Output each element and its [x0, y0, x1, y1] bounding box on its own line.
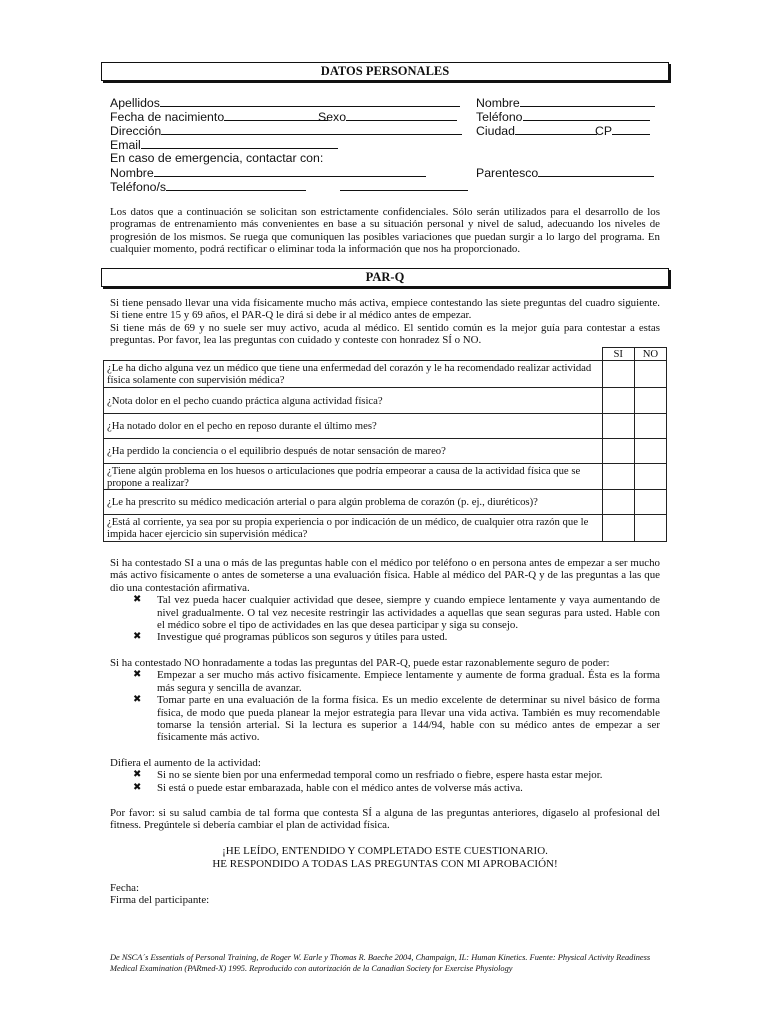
question-3: ¿Ha notado dolor en el pecho en reposo durante el último mes?	[104, 414, 603, 439]
apellidos-label: Apellidos	[110, 96, 160, 110]
telefono-label: Teléfono	[476, 110, 523, 124]
delay-bullet-1	[110, 769, 660, 781]
table-row	[104, 361, 667, 388]
answer-no-2[interactable]	[634, 388, 666, 414]
telefonos-field[interactable]	[110, 179, 306, 194]
answer-si-1[interactable]	[602, 361, 634, 388]
yes-bullet-2-text: Investigue qué programas públicos son seguros y útiles para usted.	[157, 631, 448, 644]
header-spacer	[104, 348, 603, 361]
yes-intro: Si ha contestado SI a una o más de las preguntas hable con el médico por teléfono o en persona antes de empezar a ser mucho más activo físicamente o antes de someterse a una evaluación física. Hable al médico del PAR-Q y de las preguntas a las que dio una contestación afirmativa.	[110, 557, 660, 594]
x-bullet-icon: ✖	[133, 669, 142, 681]
no-intro: Si ha contestado NO honradamente a todas las preguntas del PAR-Q, puede estar razonablemente seguro de poder:	[110, 657, 610, 669]
parentesco-label: Parentesco	[476, 166, 539, 180]
telefonos-field-2[interactable]	[340, 179, 468, 194]
table-row	[104, 414, 667, 439]
answer-no-4[interactable]	[634, 439, 666, 464]
x-bullet-icon: ✖	[133, 631, 142, 643]
emergency-nombre-line[interactable]	[154, 165, 426, 177]
ciudad-label: Ciudad	[476, 124, 515, 138]
ciudad-line[interactable]	[515, 123, 597, 135]
answer-si-3[interactable]	[602, 414, 634, 439]
question-2: ¿Nota dolor en el pecho cuando práctica alguna actividad física?	[104, 388, 603, 414]
no-bullet-1	[110, 669, 660, 694]
table-row	[104, 464, 667, 490]
delay-section	[110, 757, 660, 794]
telefonos-line-2[interactable]	[340, 179, 468, 191]
fecha-nacimiento-line[interactable]	[224, 109, 328, 121]
telefonos-label: Teléfono/s	[110, 180, 167, 194]
apellidos-line[interactable]	[160, 95, 460, 107]
answer-no-1[interactable]	[634, 361, 666, 388]
footer-citation: De NSCA´s Essentials of Personal Training, de Roger W. Earle y Thomas R. Baeche 2004, Champaign, IL: Human Kinetics. Fuente: Physical Activity Readiness Medical Examination (PARmed-X) 1995. Reproducido con autorización de la Canadian Society for Exercise Physiology	[110, 953, 651, 973]
fecha-nacimiento-label: Fecha de nacimiento	[110, 110, 225, 124]
direccion-field[interactable]	[110, 123, 462, 138]
x-bullet-icon: ✖	[133, 781, 142, 793]
emergency-label: En caso de emergencia, contactar con:	[110, 151, 324, 165]
delay-bullet-1-text: Si no se siente bien por una enfermedad temporal como un resfriado o fiebre, espere hasta estar mejor.	[157, 769, 603, 782]
yes-bullet-2	[110, 631, 660, 643]
nombre-label: Nombre	[476, 96, 520, 110]
answer-no-3[interactable]	[634, 414, 666, 439]
question-4: ¿Ha perdido la conciencia o el equilibrio después de notar sensación de mareo?	[104, 439, 603, 464]
answer-si-5[interactable]	[602, 464, 634, 490]
declaration-line-2: HE RESPONDIDO A TODAS LAS PREGUNTAS CON MI APROBACIÓN!	[212, 857, 558, 870]
sexo-label: Sexo	[318, 110, 347, 124]
column-si: SI	[602, 348, 634, 361]
yes-bullet-1	[110, 594, 660, 631]
question-1: ¿Le ha dicho alguna vez un médico que tiene una enfermedad del corazón y le ha recomendado realizar actividad física solamente con supervisión médica?	[104, 361, 603, 388]
question-5: ¿Tiene algún problema en los huesos o articulaciones que podría empeorar a causa de la actividad física que se propone a realizar?	[104, 464, 603, 490]
sexo-line[interactable]	[346, 109, 457, 121]
delay-bullet-2	[110, 782, 660, 794]
table-row	[104, 388, 667, 414]
delay-bullet-2-text: Si está o puede estar embarazada, hable con el médico antes de volverse más activa.	[157, 781, 523, 794]
direccion-line[interactable]	[161, 123, 462, 135]
sexo-field[interactable]	[318, 109, 457, 124]
signature-block	[110, 882, 660, 907]
no-bullet-2-text: Tomar parte en una evaluación de la forma física. Es un medio excelente de determinar su nivel básico de forma física, de modo que pueda planear la mejor estrategia para llevar una vida activa. También es muy recomendable tomarse la tensión arterial. Si la lectura es superior a 144/94, hable con su médico antes de empezar a ser físicamente más activo.	[157, 694, 660, 744]
table-row	[104, 490, 667, 515]
personal-data-title: DATOS PERSONALES	[101, 62, 669, 81]
table-row	[104, 439, 667, 464]
firma-label: Firma del participante:	[110, 894, 210, 907]
declaration	[110, 845, 660, 870]
table-row	[104, 515, 667, 542]
ciudad-field[interactable]	[476, 123, 597, 138]
parentesco-field[interactable]	[476, 165, 654, 180]
parq-intro	[110, 297, 660, 347]
fecha-label: Fecha:	[110, 882, 140, 894]
please-text: Por favor: si su salud cambia de tal forma que contesta SÍ a alguna de las preguntas anteriores, dígaselo al profesional del fitness. Pregúntele si debería cambiar el plan de actividad física.	[110, 807, 660, 832]
emergency-nombre-field[interactable]	[110, 165, 426, 180]
declaration-line-1: ¡HE LEÍDO, ENTENDIDO Y COMPLETADO ESTE CUESTIONARIO.	[222, 845, 548, 857]
cp-label: CP	[595, 124, 613, 138]
question-6: ¿Le ha prescrito su médico medicación arterial o para algún problema de corazón (p. ej., diuréticos)?	[104, 490, 603, 515]
emergency-nombre-label: Nombre	[110, 166, 154, 180]
parq-intro-p2: Si tiene más de 69 y no suele ser muy activo, acuda al médico. El sentido común es la mejor guía para contestar a estas preguntas. Por favor, lea las preguntas con cuidado y conteste con honradez SÍ o NO.	[110, 321, 660, 347]
parq-intro-p1: Si tiene pensado llevar una vida físicamente mucho más activa, empiece contestando las siete preguntas del cuadro siguiente. Si tiene entre 15 y 69 años, el PAR-Q le dirá si debe ir al médico antes de empezar.	[110, 297, 660, 322]
table-header-row	[104, 348, 667, 361]
no-bullet-2	[110, 694, 660, 744]
x-bullet-icon: ✖	[133, 694, 142, 706]
no-bullet-1-text: Empezar a ser mucho más activo físicamente. Empiece lentamente y aumente de forma gradual. Ésta es la forma más segura y sencilla de avanzar.	[157, 669, 660, 694]
delay-intro: Difiera el aumento de la actividad:	[110, 757, 261, 769]
email-field[interactable]	[110, 137, 338, 152]
yes-bullet-1-text: Tal vez pueda hacer cualquier actividad que desee, siempre y cuando empiece lentamente y vaya aumentando de nivel gradualmente. O tal vez necesite restringir las actividades a aquellas que sean seguras para usted. Hable con el médico sobre el tipo de actividades en las que desea participar y siga su consejo.	[157, 594, 660, 632]
answer-si-7[interactable]	[602, 515, 634, 542]
telefono-line[interactable]	[523, 109, 650, 121]
parentesco-line[interactable]	[538, 165, 654, 177]
parq-table	[103, 347, 667, 542]
answer-si-2[interactable]	[602, 388, 634, 414]
no-section	[110, 657, 660, 744]
x-bullet-icon: ✖	[133, 769, 142, 781]
column-no: NO	[634, 348, 666, 361]
apellidos-field[interactable]	[110, 95, 460, 110]
email-line[interactable]	[141, 137, 338, 149]
fecha-nacimiento-field[interactable]	[110, 109, 328, 124]
question-7: ¿Está al corriente, ya sea por su propia experiencia o por indicación de un médico, de cualquier otra razón que le impida hacer ejercicio sin supervisión médica?	[104, 515, 603, 542]
confidential-text: Los datos que a continuación se solicitan son estrictamente confidenciales. Sólo serán utilizados para el desarrollo de los programas de entrenamiento más convenientes en base a su situación personal y nivel de salud, adecuando los niveles de progresión de los mismos. Se ruega que comuniquen las posibles variaciones que puedan surgir a lo largo del programa. En cualquier momento, podrá rectificar o eliminar toda la información que nos ha proporcionado.	[110, 206, 660, 256]
cp-field[interactable]	[595, 123, 650, 138]
telefono-field[interactable]	[476, 109, 650, 124]
parq-title: PAR-Q	[101, 268, 669, 287]
answer-si-4[interactable]	[602, 439, 634, 464]
answer-no-7[interactable]	[634, 515, 666, 542]
nombre-line[interactable]	[520, 95, 655, 107]
answer-no-5[interactable]	[634, 464, 666, 490]
answer-si-6[interactable]	[602, 490, 634, 515]
x-bullet-icon: ✖	[133, 594, 142, 606]
direccion-label: Dirección	[110, 124, 162, 138]
cp-line[interactable]	[612, 123, 650, 135]
telefonos-line-1[interactable]	[166, 179, 306, 191]
email-label: Email	[110, 138, 141, 152]
answer-no-6[interactable]	[634, 490, 666, 515]
yes-section	[110, 557, 660, 644]
nombre-field[interactable]	[476, 95, 655, 110]
